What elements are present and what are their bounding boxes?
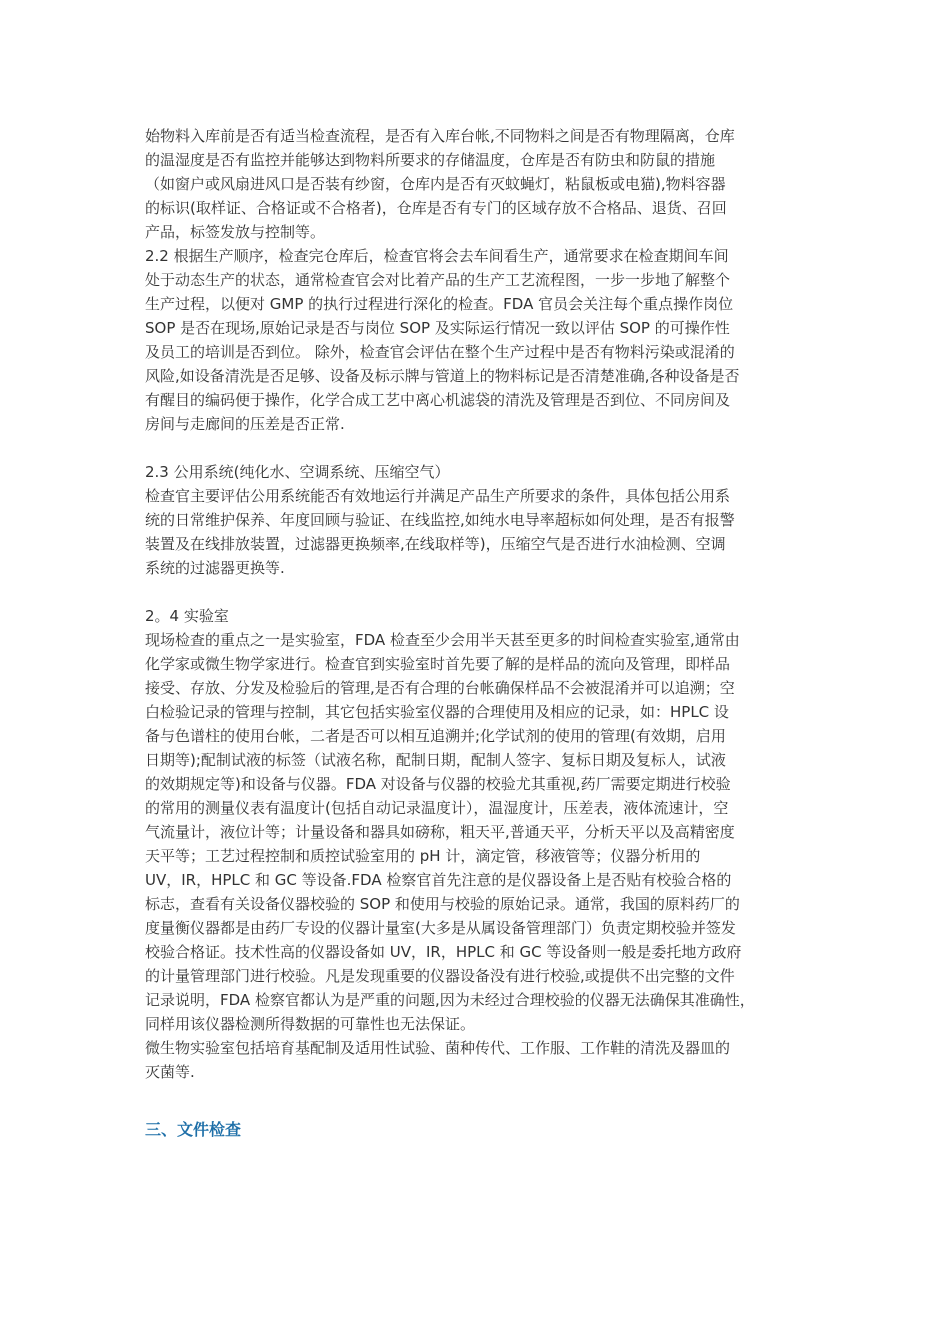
text-line: 度量衡仪器都是由药厂专设的仪器计量室(大多是从属设备管理部门）负责定期校验并签发	[145, 919, 736, 937]
text-line: 产品，标签发放与控制等。	[145, 223, 326, 241]
text-line: 同样用该仪器检测所得数据的可靠性也无法保证。	[145, 1015, 476, 1033]
text-line: 的标识(取样证、合格证或不合格者)，仓库是否有专门的区域存放不合格品、退货、召回	[145, 199, 727, 217]
text-line: SOP 是否在现场,原始记录是否与岗位 SOP 及实际运行情况一致以评估 SOP 的可操作性	[145, 319, 730, 337]
text-line: 灭菌等.	[145, 1063, 195, 1081]
text-line: 现场检查的重点之一是实验室，FDA 检查至少会用半天甚至更多的时间检查实验室,通常由	[145, 631, 740, 649]
text-line: 标志，查看有关设备仪器校验的 SOP 和使用与校验的原始记录。通常，我国的原料药厂的	[145, 895, 740, 913]
text-line: 风险,如设备清洗是否足够、设备及标示牌与管道上的物料标记是否清楚准确,各种设备是否	[145, 367, 740, 385]
text-line: 始物料入库前是否有适当检查流程，是否有入库台帐,不同物料之间是否有物理隔离，仓库	[145, 127, 735, 145]
text-line: 白检验记录的管理与控制，其它包括实验室仪器的合理使用及相应的记录，如：HPLC 设	[145, 703, 729, 721]
text-line: 微生物实验室包括培育基配制及适用性试验、菌种传代、工作服、工作鞋的清洗及器皿的	[145, 1039, 731, 1057]
text-line: 的常用的测量仪表有温度计(包括自动记录温度计），温湿度计，压差表，液体流速计，空	[145, 799, 729, 817]
text-line: 2.2 根据生产顺序，检查完仓库后，检查官将会去车间看生产，通常要求在检查期间车间	[145, 247, 729, 265]
text-line: UV，IR，HPLC 和 GC 等设备.FDA 检察官首先注意的是仪器设备上是否贴有校验合格的	[145, 871, 732, 889]
text-line: 化学家或微生物学家进行。检查官到实验室时首先要了解的是样品的流向及管理，即样品	[145, 655, 731, 673]
paragraph-warehouse	[145, 124, 825, 244]
document-body	[145, 124, 825, 1142]
text-line: 装置及在线排放装置，过滤器更换频率,在线取样等)，压缩空气是否进行水油检测、空调	[145, 535, 726, 553]
text-line: 统的日常维护保养、年度回顾与验证、在线监控,如纯水电导率超标如何处理，是否有报警	[145, 511, 735, 529]
text-line: 有醒目的编码便于操作，化学合成工艺中离心机滤袋的清洗及管理是否到位、不同房间及	[145, 391, 731, 409]
text-line: （如窗户或风扇进风口是否装有纱窗，仓库内是否有灭蚊蝇灯，粘鼠板或电猫),物料容器	[145, 175, 726, 193]
paragraph-utilities	[145, 484, 825, 580]
text-line: 检查官主要评估公用系统能否有效地运行并满足产品生产所要求的条件，具体包括公用系	[145, 487, 731, 505]
paragraph-spacer	[145, 436, 825, 460]
section-title-laboratory: 2。4 实验室	[145, 607, 229, 625]
text-line: 天平等；工艺过程控制和质控试验室用的 pH 计，滴定管，移液管等；仪器分析用的	[145, 847, 701, 865]
text-line: 日期等);配制试液的标签（试液名称，配制日期，配制人签字、复标日期及复标人，试液	[145, 751, 726, 769]
text-line: 系统的过滤器更换等.	[145, 559, 285, 577]
text-line: 的效期规定等)和设备与仪器。FDA 对设备与仪器的校验尤其重视,药厂需要定期进行校验	[145, 775, 731, 793]
text-line: 校验合格证。技术性高的仪器设备如 UV，IR，HPLC 和 GC 等设备则一般是委托地方政府	[145, 943, 742, 961]
text-line: 接受、存放、分发及检验后的管理,是否有合理的台帐确保样品不会被混淆并可以追溯；空	[145, 679, 735, 697]
text-line: 处于动态生产的状态，通常检查官会对比着产品的生产工艺流程图，一步一步地了解整个	[145, 271, 731, 289]
text-line: 气流量计，液位计等；计量设备和器具如磅称，粗天平,普通天平，分析天平以及高精密度	[145, 823, 735, 841]
text-line: 记录说明，FDA 检察官都认为是严重的问题,因为未经过合理校验的仪器无法确保其准确性，	[145, 991, 755, 1009]
section-title-utilities: 2.3 公用系统(纯化水、空调系统、压缩空气）	[145, 463, 450, 481]
text-line: 的计量管理部门进行校验。凡是发现重要的仪器设备没有进行校验,或提供不出完整的文件	[145, 967, 735, 985]
section-heading-document-inspection: 三、文件检查	[145, 1120, 242, 1139]
text-line: 备与色谱柱的使用台帐，二者是否可以相互追溯并;化学试剂的使用的管理(有效期，启用	[145, 727, 726, 745]
text-line: 及员工的培训是否到位。 除外，检查官会评估在整个生产过程中是否有物料污染或混淆的	[145, 343, 735, 361]
paragraph-spacer	[145, 1084, 825, 1108]
text-line: 生产过程，以便对 GMP 的执行过程进行深化的检查。FDA 官员会关注每个重点操作岗位	[145, 295, 734, 313]
text-line: 的温湿度是否有监控并能够达到物料所要求的存储温度，仓库是否有防虫和防鼠的措施	[145, 151, 716, 169]
paragraph-production	[145, 244, 825, 436]
text-line: 房间与走廊间的压差是否正常.	[145, 415, 345, 433]
paragraph-laboratory	[145, 628, 825, 1084]
paragraph-spacer	[145, 580, 825, 604]
